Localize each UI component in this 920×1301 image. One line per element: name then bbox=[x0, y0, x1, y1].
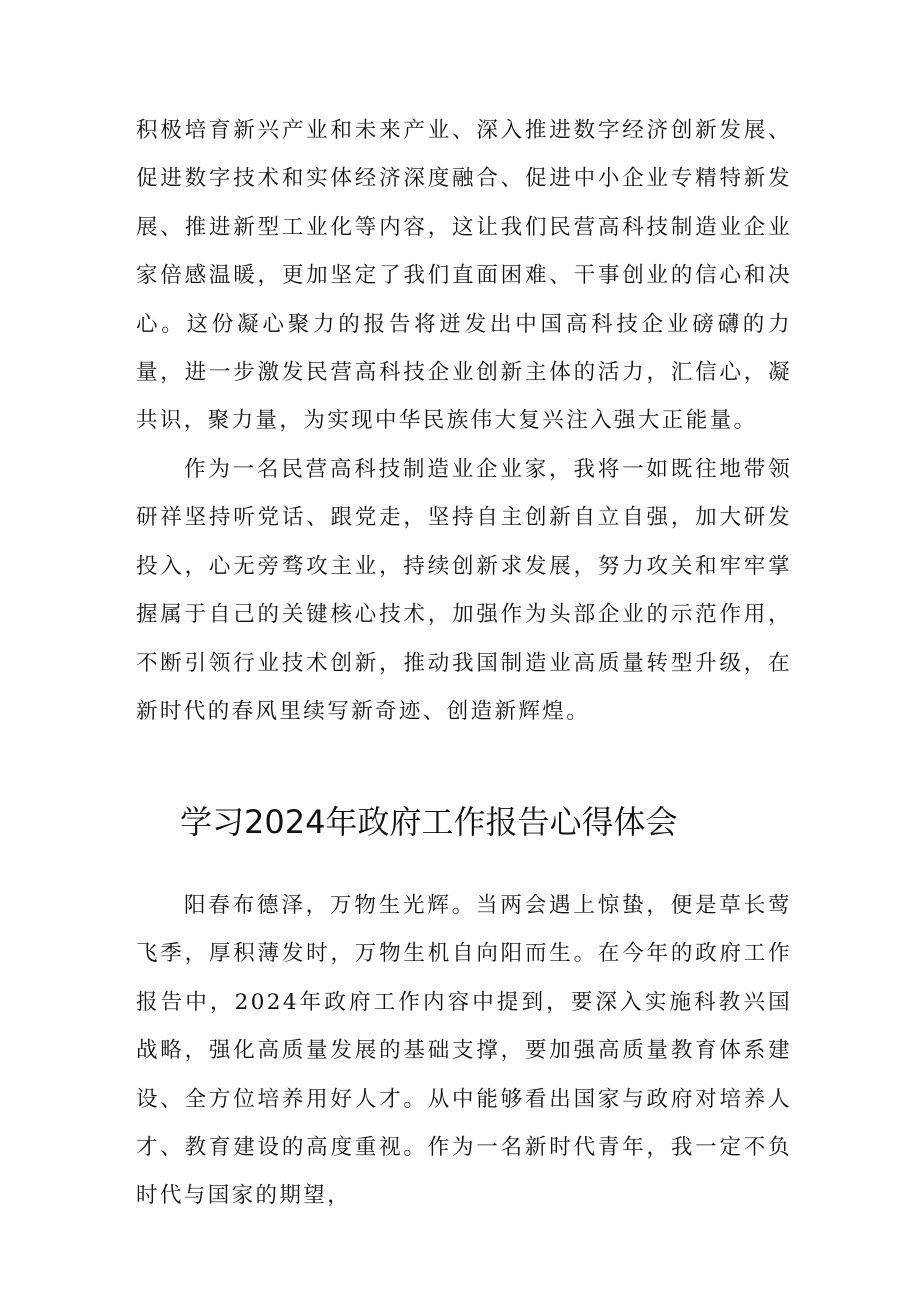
body-paragraph-continuation: 积极培育新兴产业和未来产业、深入推进数字经济创新发展、促进数字技术和实体经济深度融合、促进中小企业专精特新发展、推进新型工业化等内容，这让我们民营高科技制造业企业家倍感温暖，更加坚定了我们直面困难、干事创业的信心和决心。这份凝心聚力的报告将迸发出中国高科技企业磅礴的力量，进一步激发民营高科技企业创新主体的活力，汇信心，凝共识，聚力量，为实现中华民族伟大复兴注入强大正能量。 bbox=[136, 118, 792, 434]
body-paragraph-commitment: 作为一名民营高科技制造业企业家，我将一如既往地带领研祥坚持听党话、跟党走，坚持自主创新自立自强，加大研发投入，心无旁骛攻主业，持续创新求发展，努力攻关和牢牢掌握属于自己的关键核心技术，加强作为头部企业的示范作用，不断引领行业技术创新，推动我国制造业高质量转型升级，在新时代的春风里续写新奇迹、创造新辉煌。 bbox=[136, 457, 792, 725]
section-title: 学习2024年政府工作报告心得体会 bbox=[180, 803, 678, 841]
body-paragraph-section-intro: 阳春布德泽，万物生光辉。当两会遇上惊蛰，便是草长莺飞季，厚积薄发时，万物生机自向阳而生。在今年的政府工作报告中，2024年政府工作内容中提到，要深入实施科教兴国战略，强化高质量发展的基础支撑，要加强高质量教育体系建设、全方位培养用好人才。从中能够看出国家与政府对培养人才、教育建设的高度重视。作为一名新时代青年，我一定不负时代与国家的期望， bbox=[136, 893, 792, 1209]
